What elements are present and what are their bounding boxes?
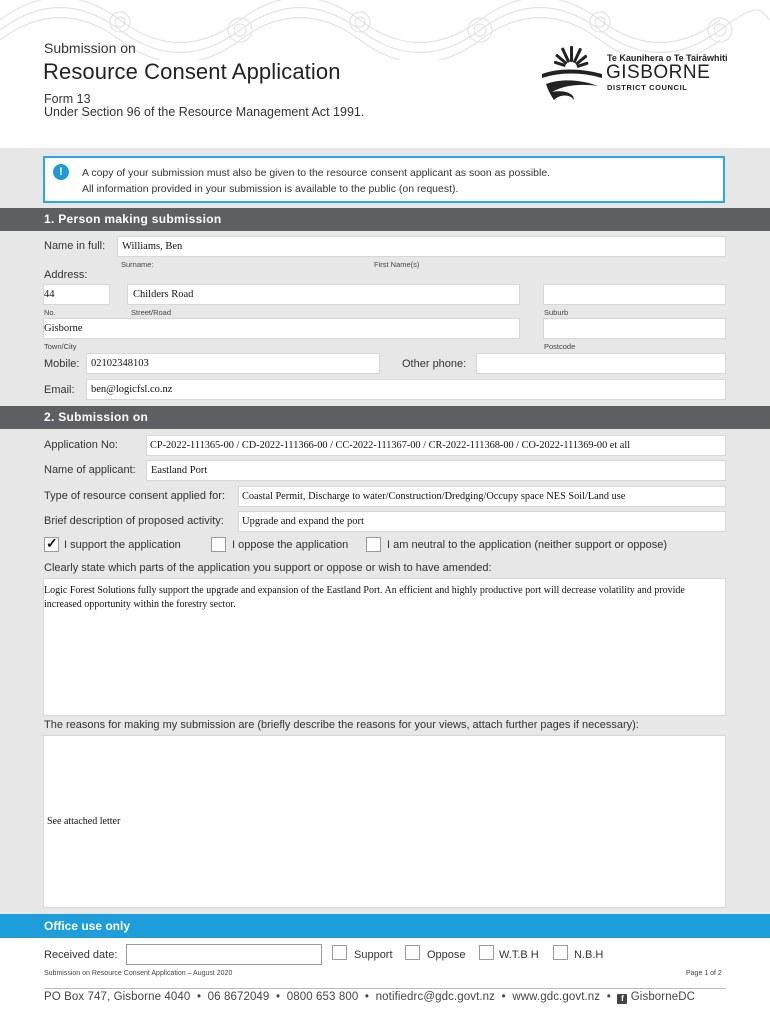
activity-label: Brief description of proposed activity: [44,515,224,527]
pre-title: Submission on [44,40,136,56]
email-field[interactable] [86,379,726,400]
address-number-field[interactable] [43,284,110,305]
address-street-value: Childers Road [133,289,194,300]
oppose-checkbox[interactable] [211,537,226,552]
footer-separator: • [606,991,611,1003]
reasons-value: See attached letter [47,816,121,827]
address-number-value: 44 [44,289,55,300]
footer-phone-2: 0800 653 800 [286,991,359,1003]
office-nbh-label: N.B.H [574,949,604,961]
logo-subname: DISTRICT COUNCIL [607,83,688,92]
name-field[interactable] [117,236,726,257]
mobile-field[interactable] [86,353,380,374]
support-label: I support the application [64,539,181,551]
facebook-icon: f [617,994,627,1004]
mobile-label: Mobile: [44,358,80,370]
mobile-value: 02102348103 [91,358,149,369]
section-1-heading: 1. Person making submission [0,208,770,231]
applicant-label: Name of applicant: [44,464,136,476]
parts-label: Clearly state which parts of the application you support or oppose or wish to have amended: [44,562,492,574]
activity-value: Upgrade and expand the port [242,516,364,527]
address-postcode-field[interactable] [543,318,726,339]
contact-footer [44,988,726,1004]
received-date-field[interactable] [126,944,322,965]
office-use-heading: Office use only [0,914,770,938]
street-sublabel: Street/Road [131,308,172,317]
logo-maori-name: Te Kaunihera o Te Tairāwhiti [607,53,728,63]
town-sublabel: Town/City [44,342,77,351]
notice-box [43,156,725,203]
address-town-value: Gisborne [44,323,83,334]
other-phone-label: Other phone: [402,358,467,370]
activity-field[interactable] [238,511,726,532]
notice-text [82,165,550,197]
footer-separator: • [364,991,370,1003]
consent-type-value: Coastal Permit, Discharge to water/Construction/Dredging/Occupy space NES Soil/Land use [242,491,626,502]
consent-type-label: Type of resource consent applied for: [44,490,225,502]
oppose-label: I oppose the application [232,539,349,551]
email-label: Email: [44,384,75,396]
suburb-sublabel: Suburb [544,308,569,317]
other-phone-field[interactable] [476,353,726,374]
office-support-checkbox[interactable] [332,945,347,960]
notice-line-2: All information provided in your submission is available to the public (on request). [82,183,459,195]
no-sublabel: No. [44,308,56,317]
parts-textarea[interactable] [43,578,726,716]
office-wtbh-label: W.T.B H [499,949,539,961]
application-no-label: Application No: [44,439,118,451]
logo-name: GISBORNE [606,62,711,83]
footer-email-link[interactable]: notifiedrc@gdc.govt.nz [375,991,496,1003]
consent-type-field[interactable] [238,486,726,507]
neutral-label: I am neutral to the application (neither support or oppose) [387,539,668,551]
council-logo [540,44,740,110]
received-date-label: Received date: [44,949,118,961]
notice-line-1: A copy of your submission must also be given to the resource consent applicant as soon as possible. [82,167,551,179]
surname-sublabel: Surname: [121,260,154,269]
applicant-field[interactable] [146,460,726,481]
office-oppose-label: Oppose [427,949,466,961]
address-suburb-field[interactable] [543,284,726,305]
application-no-field[interactable] [146,435,726,456]
postcode-sublabel: Postcode [544,342,576,351]
section-2-heading: 2. Submission on [0,406,770,429]
name-label: Name in full: [44,240,106,252]
application-no-value: CP-2022-111365-00 / CD-2022-111366-00 / CC-2022-111367-00 / CR-2022-111368-00 / CO-2022-111369-00 et all [150,440,631,451]
name-value: Williams, Ben [122,241,183,252]
address-street-field[interactable] [127,284,520,305]
footer-address: PO Box 747, Gisborne 4040 [44,991,191,1003]
address-label: Address: [44,269,88,281]
footer-separator: • [501,991,506,1003]
neutral-checkbox[interactable] [366,537,381,552]
applicant-value: Eastland Port [151,465,208,476]
footer-separator: • [196,991,202,1003]
page-number: Page 1 of 2 [686,970,722,977]
office-support-label: Support [354,949,393,961]
form-act: Under Section 96 of the Resource Management Act 1991. [44,105,365,119]
page-title: Resource Consent Application [43,59,341,84]
support-checkbox[interactable] [44,537,59,552]
footer-website-link[interactable]: www.gdc.govt.nz [512,991,601,1003]
footer-social-link[interactable]: GisborneDC [630,991,696,1003]
office-wtbh-checkbox[interactable] [479,945,494,960]
firstname-sublabel: First Name(s) [374,260,420,269]
address-town-field[interactable] [43,318,520,339]
reasons-textarea[interactable] [43,735,726,908]
form-reference [44,93,364,119]
footer-phone-1: 06 8672049 [207,991,270,1003]
parts-value: Logic Forest Solutions fully support the upgrade and expansion of the Eastland Port. An efficient and highly productive port will decrease volatility and provide increased opportunity within the forestry sector. [44,585,685,610]
office-oppose-checkbox[interactable] [405,945,420,960]
form-footer-reference: Submission on Resource Consent Application – August 2020 [44,970,233,977]
info-icon: ! [53,164,69,180]
sun-wave-logo-icon [540,44,604,110]
reasons-label: The reasons for making my submission are (briefly describe the reasons for your views, attach further pages if necessary): [44,719,639,731]
form-number: Form 13 [44,92,91,106]
email-value: ben@logicfsl.co.nz [91,384,173,395]
footer-separator: • [276,991,281,1003]
office-nbh-checkbox[interactable] [553,945,568,960]
